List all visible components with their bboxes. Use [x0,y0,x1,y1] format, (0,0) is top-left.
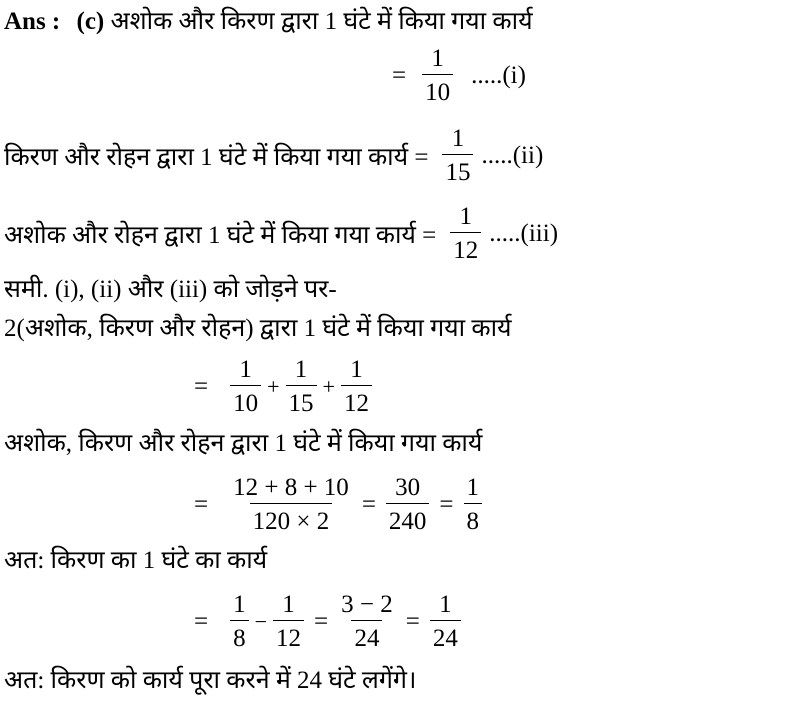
numerator: 3 − 2 [341,591,393,618]
statement-4: समी. (i), (ii) और (iii) को जोड़ने पर- [4,276,337,303]
equals-sign: = [439,491,454,518]
plus-sign: + [322,373,335,399]
equals-sign: = [194,491,209,518]
numerator: 1 [466,474,480,501]
denominator: 24 [351,620,382,651]
fraction-30-240 [386,475,430,534]
fraction-1-24 [430,592,461,651]
denominator: 120 × 2 [250,503,333,534]
fraction-1-8 [230,592,249,651]
denominator: 240 [386,503,430,534]
numerator: 1 [431,45,444,72]
denominator: 8 [464,503,483,534]
fraction-1-12 [450,204,481,263]
equals-sign: = [361,491,376,518]
statement-1: अशोक और किरण द्वारा 1 घंटे में किया गया कार्य [110,8,533,35]
denominator: 8 [230,620,249,651]
plus-sign: + [267,373,280,399]
equals-sign: = [314,608,329,635]
equation-tag: .....(ii) [481,142,544,169]
numerator: 1 [233,591,246,618]
numerator: 12 + 8 + 10 [233,474,349,501]
fraction-1-15 [442,126,473,185]
statement-2-row [4,126,543,185]
minus-sign: − [254,608,268,634]
fraction-1-10 [230,357,261,416]
numerator: 1 [459,203,473,230]
numerator: 1 [294,356,308,383]
fraction-1-12 [273,592,304,651]
denominator: 12 [341,385,372,416]
statement-3: अशोक और रोहन द्वारा 1 घंटे में किया गया कार्य = [4,221,437,249]
statement-5: 2(अशोक, किरण और रोहन) द्वारा 1 घंटे में किया गया कार्य [4,315,512,342]
statement-3-row [4,204,558,263]
fraction-sum-over-240 [230,475,352,534]
numerator: 1 [451,125,465,152]
equation-1 [386,46,526,105]
equation-kiran [188,592,465,651]
denominator: 15 [442,154,473,185]
denominator: 24 [430,620,461,651]
numerator: 1 [350,356,363,383]
numerator: 1 [439,591,452,618]
equals-sign: = [405,608,420,635]
fraction-diff-24 [338,592,396,651]
statement-9: अत: किरण का 1 घंटे का कार्य [4,547,268,574]
equals-sign: = [194,373,209,400]
equation-sum [188,357,376,416]
denominator: 12 [450,232,481,263]
fraction-1-12 [341,357,372,416]
statement-7: अशोक, किरण और रोहन द्वारा 1 घंटे में किया गया कार्य [4,430,483,457]
equals-sign: = [194,608,209,635]
denominator: 15 [286,385,317,416]
fraction-1-8 [464,475,483,534]
equals-sign: = [392,62,407,89]
equation-tag: .....(iii) [489,220,559,247]
numerator: 30 [395,474,421,501]
denominator: 10 [422,74,453,105]
numerator: 1 [282,591,295,618]
final-answer: अत: किरण को कार्य पूरा करने में 24 घंटे लगेंगे। [4,667,417,694]
fraction-1-15 [286,357,317,416]
answer-option: (c) [76,8,105,35]
equation-combined [188,475,486,534]
answer-label: Ans : [4,8,61,35]
answer-line [4,9,533,34]
denominator: 12 [273,620,304,651]
numerator: 1 [239,356,252,383]
statement-2: किरण और रोहन द्वारा 1 घंटे में किया गया कार्य = [4,143,429,171]
denominator: 10 [230,385,261,416]
fraction-1-10 [422,46,453,105]
equation-tag: .....(i) [471,62,526,89]
